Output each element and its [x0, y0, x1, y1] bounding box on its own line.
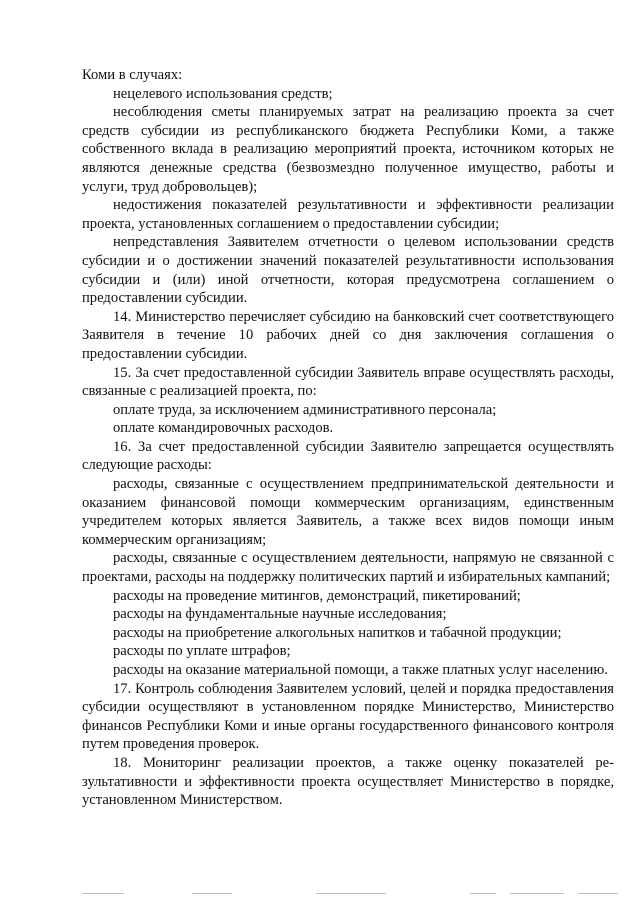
scan-line	[316, 893, 386, 894]
paragraph-item-15: 15. За счет предоставленной субсидии Заявитель вправе осуществлять расходы, связанные с реализацией проекта, по:	[82, 364, 614, 400]
document-body	[82, 66, 614, 810]
paragraph-item-17: 17. Контроль соблюдения Заявителем условий, целей и порядка предоставления субсидии осуществляют в установленном порядке Министерство, Министерство финансов Республики Коми и иные органы государственного финансового контроля путем проведения проверок.	[82, 680, 614, 753]
paragraph: нецелевого использования средств;	[113, 85, 333, 102]
scan-footer-artifacts	[80, 893, 620, 901]
paragraph: Коми в случаях:	[82, 67, 183, 83]
paragraph-item-18: 18. Мониторинг реализации проектов, а также оценку показателей результативности и эффективности проекта осуществляет Министерство в порядке, установленном Министерством.	[82, 754, 614, 809]
paragraph: оплате командировочных расходов.	[113, 420, 334, 437]
paragraph: расходы на оказание материальной помощи, а также платных услуг населению.	[113, 662, 608, 678]
paragraph: расходы на приобретение алкогольных напитков и табачной продукции;	[113, 624, 562, 641]
paragraph: расходы, связанные с осуществлением деятельности, напрямую не связанной с проектами, расходы на поддержку политических партий и избирательных кампаний;	[82, 550, 614, 586]
paragraph: оплате труда, за исключением административного персонала;	[113, 401, 497, 418]
scan-line	[82, 893, 124, 894]
scan-line	[578, 893, 618, 894]
paragraph: расходы по уплате штрафов;	[113, 643, 291, 660]
paragraph: расходы на проведение митингов, демонстраций, пикетирований;	[113, 587, 521, 604]
scan-line	[510, 893, 564, 894]
scan-line	[470, 893, 496, 894]
paragraph-item-16: 16. За счет предоставленной субсидии Заявителю запрещается осуществлять следующие расходы:	[82, 438, 614, 474]
paragraph: расходы на фундаментальные научные исследования;	[113, 606, 447, 623]
paragraph-item-14: 14. Министерство перечисляет субсидию на банковский счет соответствующего Заявителя в течение 10 рабочих дней со дня заключения соглашения о предоставлении субсидии.	[82, 308, 614, 362]
paragraph: непредставления Заявителем отчетности о целевом использовании средств субсидии и о достижении значений показателей результативности использования субсидии и (или) иной отчетности, которая предусмотрена соглашением о предоставлении субсидии.	[82, 234, 614, 307]
paragraph: расходы, связанные с осуществлением предпринимательской деятельности и оказанием финансовой помощи коммерческим организациям, единственным учредителем которых является Заявитель, а также всех видов помощи иным коммерческим организациям;	[82, 476, 614, 548]
scan-line	[192, 893, 232, 894]
paragraph: несоблюдения сметы планируемых затрат на реализацию проекта за счет средств субсидии из республиканского бюджета Республики Коми, а также собственного вклада в реализацию мероприятий проекта, источником которых не являются денежные средства (безвозмездно полученное имущество, работы и услуги, труд добровольцев);	[82, 104, 614, 195]
paragraph: недостижения показателей результативности и эффективности реализации проекта, установленных соглашением о предоставлении субсидии;	[82, 197, 614, 232]
